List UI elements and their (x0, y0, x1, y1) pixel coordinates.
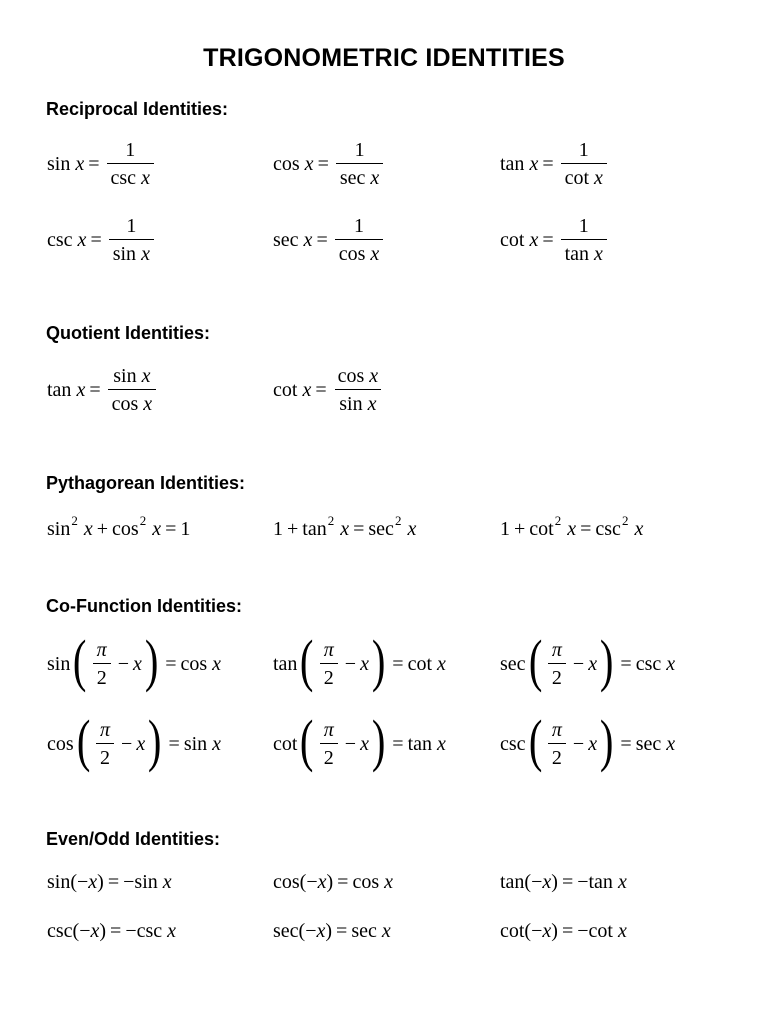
formula-reciprocal-tan: tan x = $\frac{1}{\text{cot x}}$ (500, 140, 610, 188)
formula-quotient-cot: cot x = $\frac{\text{cos x}}{\text{sin x}}$ (273, 366, 385, 414)
formula-pythagorean-3: 1 + cot 2 x = csc 2 x (500, 512, 644, 540)
formula-reciprocal-csc: csc x = $\frac{1}{\text{sin x}}$ (47, 216, 157, 264)
page-title: TRIGONOMETRIC IDENTITIES (203, 44, 565, 72)
formula-cofunction-sec: sec ( $\frac{\pi}{2}$ − x ) = csc x (500, 628, 676, 693)
formula-even-odd-csc: csc(− x ) = −csc x (47, 920, 177, 942)
formula-even-odd-sec: sec(− x ) = sec x (273, 920, 391, 942)
formula-even-odd-cot: cot(− x ) = −cot x (500, 920, 627, 942)
formula-quotient-tan: tan x = $\frac{\text{sin x}}{\text{cos x}}$ (47, 366, 159, 414)
formula-reciprocal-cot: cot x = $\frac{1}{\text{tan x}}$ (500, 216, 610, 264)
formula-reciprocal-cos: cos x = $\frac{1}{\text{sec x}}$ (273, 140, 386, 188)
formula-reciprocal-sec: sec x = $\frac{1}{\text{cos x}}$ (273, 216, 386, 264)
formula-cofunction-tan: tan ( $\frac{\pi}{2}$ − x ) = cot x (273, 628, 446, 693)
formula-pythagorean-1: sin 2 x + cos 2 x = 1 (47, 512, 191, 540)
formula-reciprocal-sin: sin x = $\frac{1}{\text{csc x}}$ (47, 140, 157, 188)
section-heading-even-odd: Even/Odd Identities: (46, 829, 221, 849)
section-heading-reciprocal: Reciprocal Identities: (46, 99, 229, 119)
section-heading-pythagorean: Pythagorean Identities: (46, 473, 246, 493)
formula-even-odd-sin: sin(− x ) = −sin x (47, 871, 172, 893)
formula-even-odd-tan: tan(− x ) = −tan x (500, 871, 627, 893)
formula-even-odd-cos: cos(− x ) = cos x (273, 871, 394, 893)
section-heading-quotient: Quotient Identities: (46, 323, 210, 343)
formula-cofunction-cos: cos ( $\frac{\pi}{2}$ − x ) = sin x (47, 708, 222, 773)
formula-cofunction-cot: cot ( $\frac{\pi}{2}$ − x ) = tan x (273, 708, 446, 773)
formula-cofunction-csc: csc ( $\frac{\pi}{2}$ − x ) = sec x (500, 708, 676, 773)
formula-cofunction-sin: sin ( $\frac{\pi}{2}$ − x ) = cos x (47, 628, 222, 693)
formula-pythagorean-2: 1 + tan 2 x = sec 2 x (273, 512, 417, 540)
section-heading-cofunction: Co-Function Identities: (46, 596, 242, 616)
